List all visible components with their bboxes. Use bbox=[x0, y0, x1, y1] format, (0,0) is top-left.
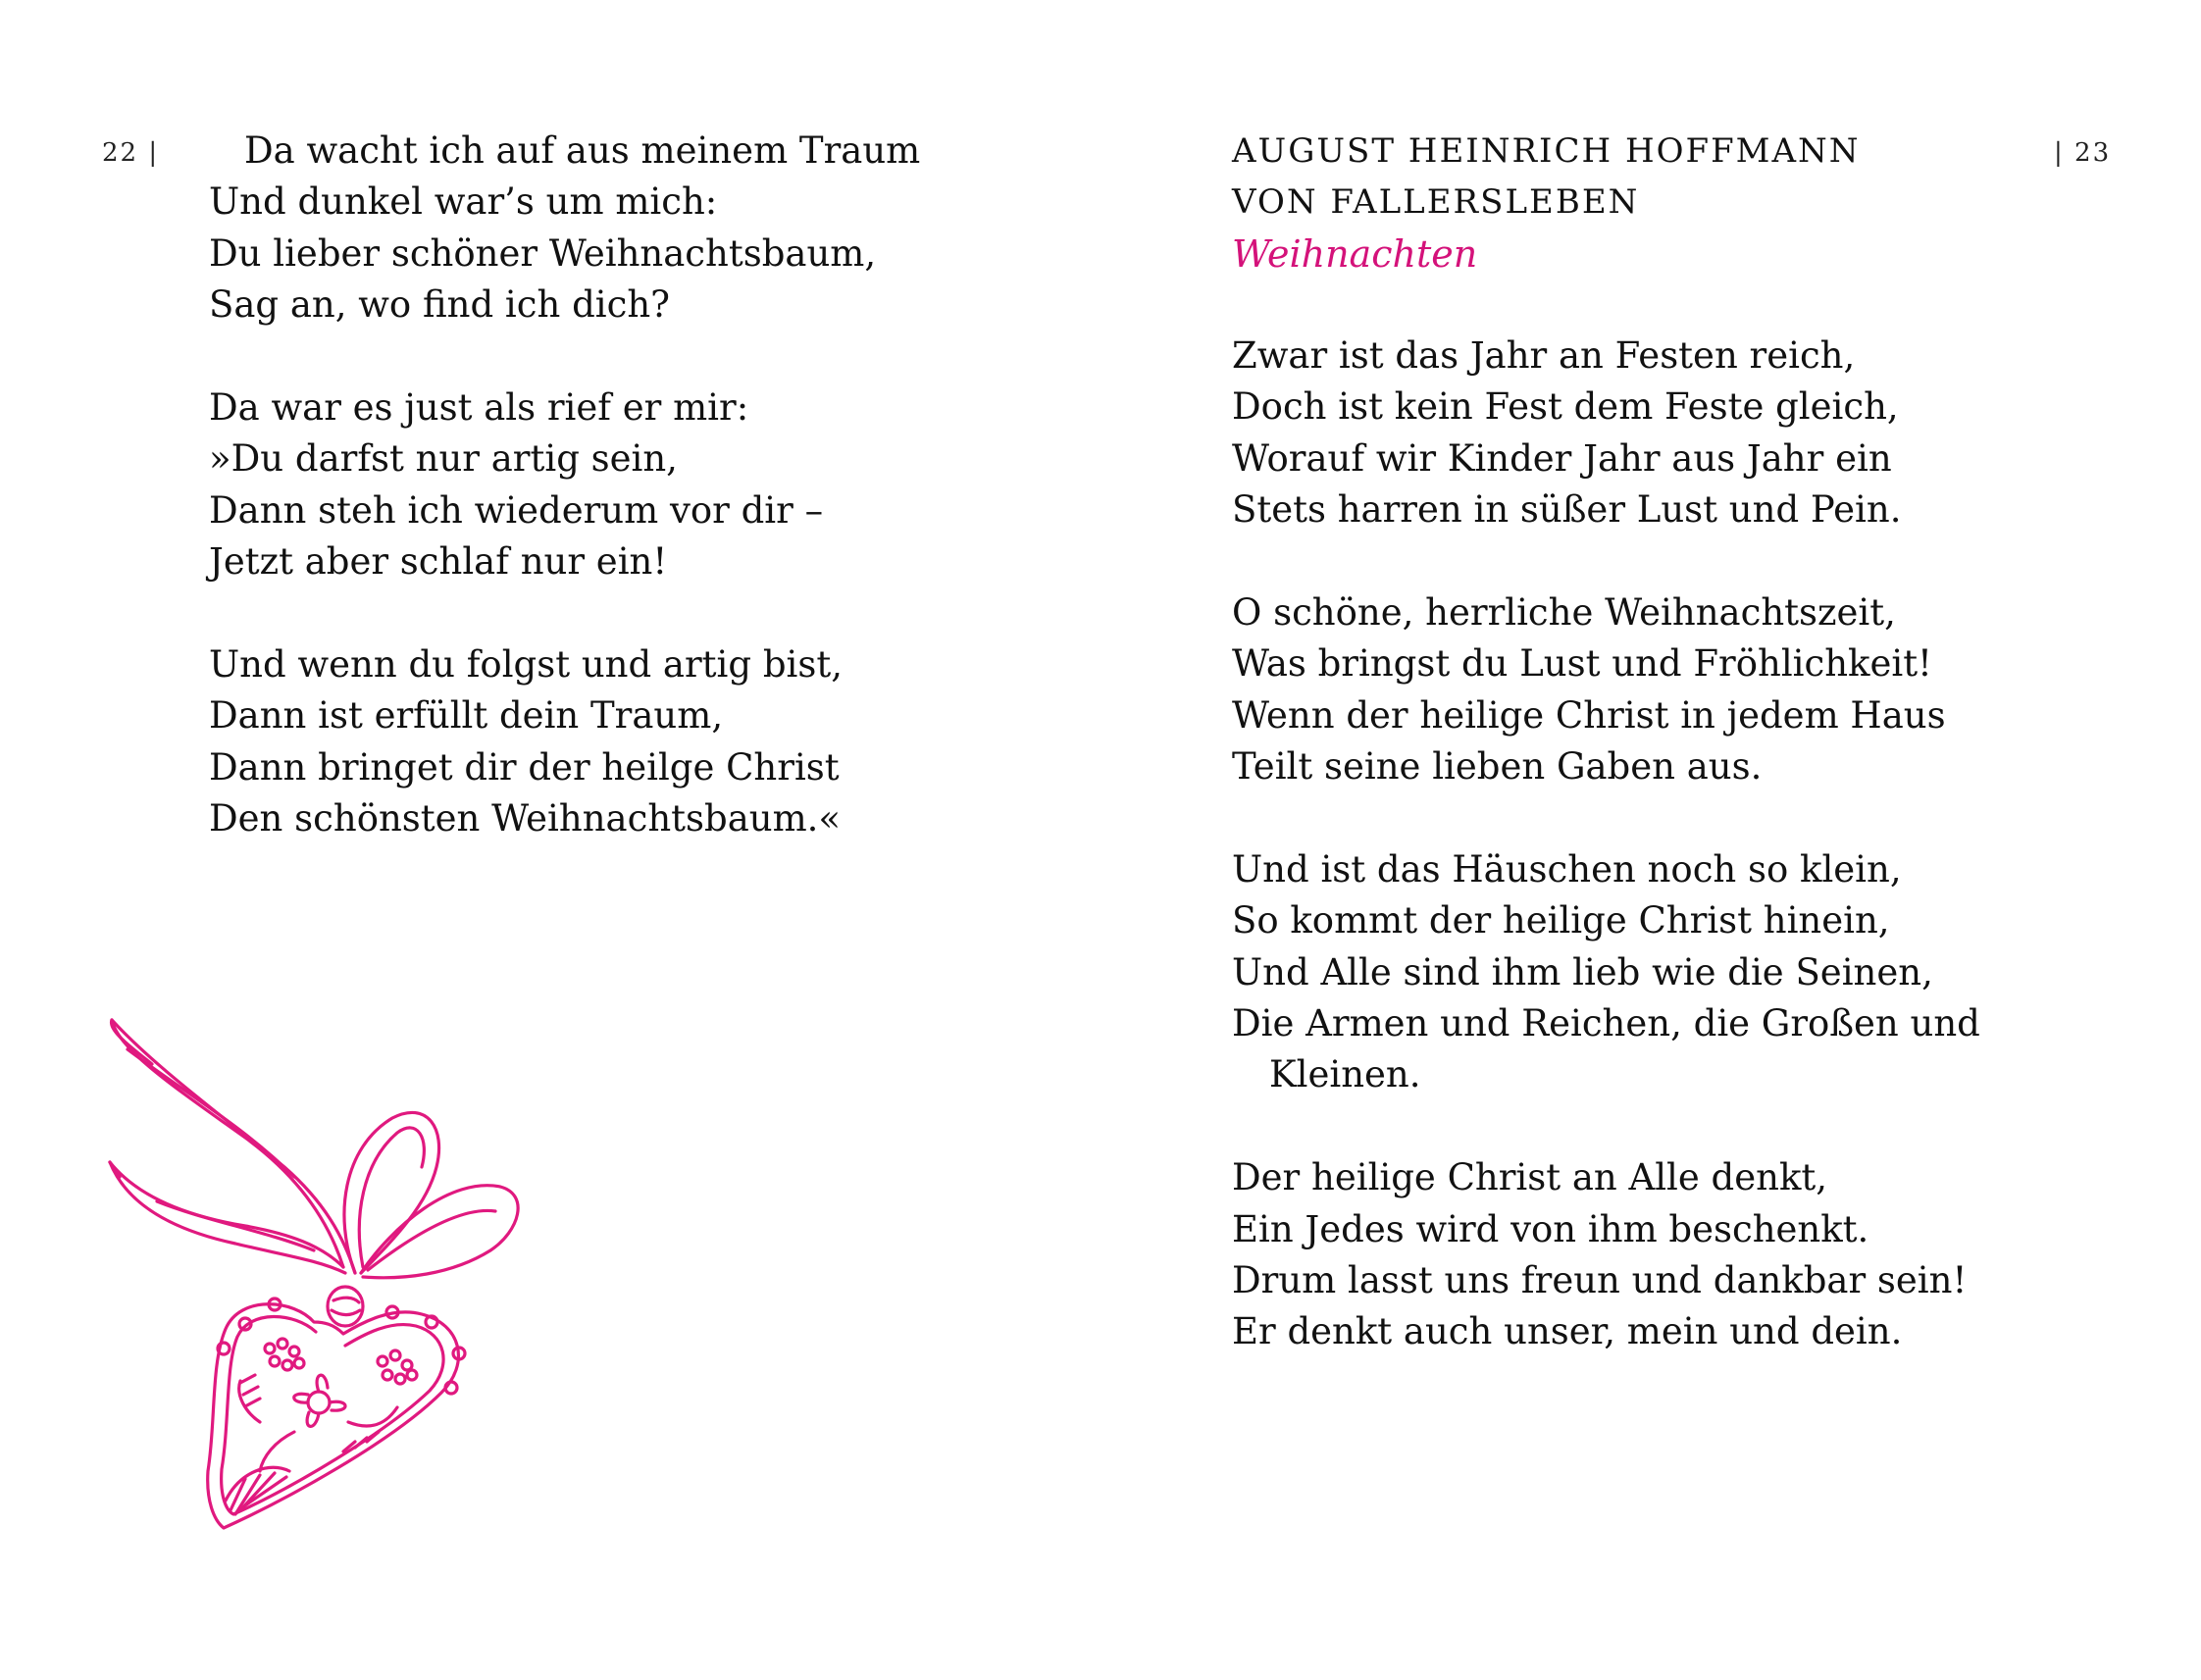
verse-line: O schöne, herrliche Weihnachtszeit, bbox=[1232, 590, 1896, 634]
verse-line: Die Armen und Reichen, die Großen und bbox=[1232, 1002, 1980, 1045]
verse-line-continuation: Kleinen. bbox=[1269, 1053, 1421, 1096]
verse-line: Doch ist kein Fest dem Feste gleich, bbox=[1232, 385, 1899, 429]
verse-line: Dann ist erfüllt dein Traum, bbox=[209, 694, 724, 738]
verse-line: Und wenn du folgst und artig bist, bbox=[209, 642, 843, 686]
verse-line: Da war es just als rief er mir: bbox=[209, 385, 749, 429]
author-name: AUGUST HEINRICH HOFFMANN bbox=[1232, 131, 1861, 171]
gingerbread-heart-with-ribbon-icon bbox=[98, 1010, 549, 1540]
verse-line: So kommt der heilige Christ hinein, bbox=[1232, 899, 1890, 942]
verse-line: Den schönsten Weihnachtsbaum.« bbox=[209, 797, 842, 840]
page-number-left: 22 | bbox=[102, 138, 160, 168]
poem-header bbox=[1232, 126, 1861, 280]
verse-line: Dann steh ich wiederum vor dir – bbox=[209, 488, 824, 532]
verse-line: Er denkt auch unser, mein und dein. bbox=[1232, 1310, 1903, 1353]
verse-line: Was bringst du Lust und Fröhlichkeit! bbox=[1232, 642, 1932, 686]
poem-title: Weihnachten bbox=[1232, 231, 1478, 276]
verse-line: Wenn der heilige Christ in jedem Haus bbox=[1232, 693, 1946, 737]
verse-line: Du lieber schöner Weihnachtsbaum, bbox=[209, 231, 877, 275]
verse-line: Zwar ist das Jahr an Festen reich, bbox=[1232, 334, 1856, 377]
verse-line: Teilt seine lieben Gaben aus. bbox=[1232, 745, 1763, 789]
verse-line: Stets harren in süßer Lust und Pein. bbox=[1232, 488, 1902, 532]
verse-line: Und Alle sind ihm lieb wie die Seinen, bbox=[1232, 950, 1933, 993]
poem-body bbox=[1232, 331, 1980, 1358]
verse-line: Der heilige Christ an Alle denkt, bbox=[1232, 1156, 1828, 1199]
verse-line: Drum lasst uns freun und dankbar sein! bbox=[1232, 1259, 1968, 1302]
verse-line: Da wacht ich auf aus meinem Traum bbox=[244, 129, 921, 172]
verse-line: Jetzt aber schlaf nur ein! bbox=[209, 540, 668, 584]
author-name-line2: VON FALLERSLEBEN bbox=[1232, 182, 1640, 223]
verse-line: Sag an, wo find ich dich? bbox=[209, 283, 670, 327]
poem-continuation bbox=[209, 126, 920, 844]
verse-line: Und dunkel war’s um mich: bbox=[209, 180, 718, 224]
page-number-right: | 23 bbox=[2054, 138, 2112, 168]
verse-line: »Du darfst nur artig sein, bbox=[209, 437, 678, 481]
verse-line: Und ist das Häuschen noch so klein, bbox=[1232, 847, 1902, 891]
verse-line: Worauf wir Kinder Jahr aus Jahr ein bbox=[1232, 436, 1892, 480]
verse-line: Dann bringet dir der heilge Christ bbox=[209, 745, 840, 789]
verse-line: Ein Jedes wird von ihm beschenkt. bbox=[1232, 1207, 1869, 1250]
